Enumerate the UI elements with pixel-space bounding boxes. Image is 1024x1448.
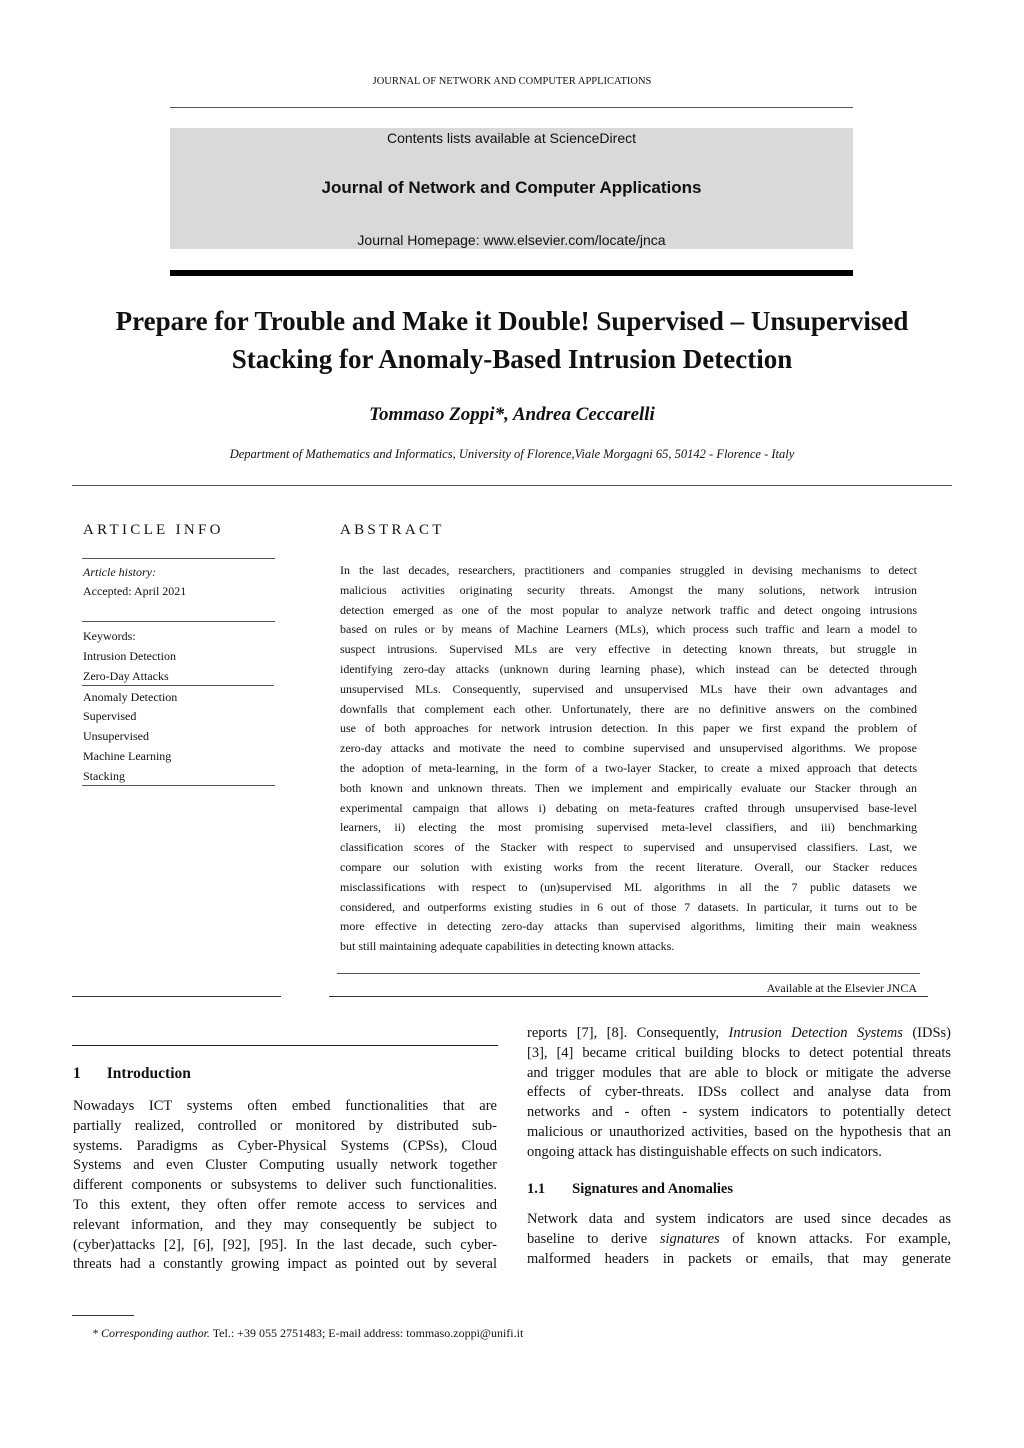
text-line: ongoing attack has distinguishable effects on such indicators. [527, 1143, 882, 1160]
text-line: and trigger modules that are able to block or mitigate the adverse [527, 1064, 951, 1081]
text-line: malicious or unauthorized activities, based on the hypothesis that an [527, 1123, 951, 1140]
divider [337, 973, 920, 974]
text-line: effects of cyber-threats. IDSs collect and analyse data from [527, 1084, 951, 1101]
text-line: threats had a constantly growing impact as pointed out by several [73, 1256, 497, 1273]
text-line: To this extent, they often offer remote access to services and [73, 1196, 497, 1213]
text-line: malformed headers in packets or emails, that may generate [527, 1250, 951, 1267]
text-line: In the last decades, researchers, practitioners and companies struggled in devising mechanisms to detect [340, 563, 917, 577]
text-line: learners, ii) electing the most promising supervised meta-level classifiers, and iii) benchmarking [340, 820, 917, 835]
text-line: Systems and even Cluster Computing usually network together [73, 1157, 497, 1174]
keywords [83, 627, 274, 787]
text-line: baseline to derive signatures of known attacks. For example, [527, 1230, 951, 1247]
text-line: different components or subsystems to deliver such functionalities. [73, 1177, 497, 1194]
keyword: Supervised [83, 709, 137, 724]
abstract-heading: ABSTRACT [340, 522, 445, 538]
section-heading [73, 1065, 191, 1083]
text-line: use of both approaches for network intrusion detection. In this paper we first expand the problem of [340, 721, 917, 736]
text-line: (cyber)attacks [2], [6], [92], [95]. In the last decade, such cyber- [73, 1236, 497, 1253]
keywords-label: Keywords: [83, 629, 136, 643]
text-line: Nowadays ICT systems often embed functionalities that are [73, 1098, 497, 1114]
section-title: Introduction [106, 1065, 191, 1082]
text-line: [3], [4] became critical building blocks to detect potential threats [527, 1044, 951, 1061]
subsection-heading [527, 1181, 733, 1198]
divider [72, 996, 281, 997]
availability-note: Available at the Elsevier JNCA [766, 981, 917, 995]
text-line: Network data and system indicators are used since decades as [527, 1211, 951, 1227]
journal-homepage[interactable]: Journal Homepage: www.elsevier.com/locate/jnca [357, 232, 666, 248]
journal-name: Journal of Network and Computer Applications [321, 178, 702, 197]
divider [72, 1045, 498, 1046]
text-line: classification scores of the Stacker with respect to supervised and unsupervised classifiers. Last, we [340, 840, 917, 855]
text-line: relevant information, and they may consequently be subject to [73, 1216, 497, 1233]
title-line: Stacking for Anomaly-Based Intrusion Detection [231, 344, 793, 374]
text-line: reports [7], [8]. Consequently, Intrusion Detection Systems (IDSs) [527, 1025, 951, 1041]
text-line: based on rules or by means of Machine Learners (MLs), which process such traffic and learn a model to [340, 622, 917, 637]
text-line: zero-day attacks and motivate the need to combine supervised and unsupervised algorithms. We propose [340, 741, 917, 756]
text-line: compare our solution with existing works from the recent literature. Overall, our Stacker reduces [340, 859, 917, 874]
keyword: Machine Learning [83, 748, 172, 763]
title-line: Prepare for Trouble and Make it Double! Supervised – Unsupervised [115, 306, 909, 336]
text-line: systems. Paradigms as Cyber-Physical Systems (CPSs), Cloud [73, 1137, 497, 1154]
subsection-number: 1.1 [527, 1181, 546, 1197]
intro-body [73, 1097, 497, 1275]
keyword: Intrusion Detection [83, 648, 176, 663]
footnote-divider [72, 1315, 134, 1316]
text-line: downfalls that complement each other. Unfortunately, there are no definitive answers on the combined [340, 701, 917, 716]
text-line: experimental campaign that allows i) debating on meta-features crafted through unsupervised base-level [340, 800, 917, 815]
divider [170, 107, 853, 108]
divider [82, 558, 275, 559]
text-line: considered, and outperforms existing studies in 6 out of those 7 datasets. In particular, it turns out to be [340, 899, 917, 914]
text-line: detection emerged as one of the most popular to analyze network traffic and detect ongoing intrusions [340, 602, 917, 617]
paper-title [0, 302, 1024, 378]
keyword: Unsupervised [83, 729, 149, 744]
section-number: 1 [73, 1065, 81, 1082]
contents-text: Contents lists available at ScienceDirect [386, 130, 636, 146]
right-column-body [527, 1024, 951, 1163]
text-line: partially realized, controlled or monitored by distributed sub- [73, 1117, 497, 1134]
history-label: Article history: [83, 565, 156, 579]
abstract-body [340, 561, 917, 957]
running-header: JOURNAL OF NETWORK AND COMPUTER APPLICATIONS [372, 76, 652, 87]
divider [82, 621, 275, 622]
text-line: but still maintaining adequate capabilities in detecting known attacks. [340, 939, 675, 954]
text-line: unsupervised MLs. Consequently, supervised and unsupervised MLs have their own advantages and [340, 681, 917, 696]
keyword: Anomaly Detection [83, 689, 178, 704]
divider [329, 996, 928, 997]
article-info-heading: ARTICLE INFO [83, 522, 224, 538]
subsection-body [527, 1210, 951, 1269]
divider [72, 485, 952, 486]
text-line: suspect intrusions. Supervised MLs are very effective in detecting known threats, but struggle in [340, 642, 917, 657]
footnote-text[interactable]: Tel.: +39 055 2751483; E-mail address: tommaso.zoppi@unifi.it [209, 1326, 524, 1340]
keyword: Stacking [83, 768, 125, 783]
accepted-date: Accepted: April 2021 [83, 584, 187, 598]
subsection-title: Signatures and Anomalies [572, 1181, 734, 1197]
keyword: Zero-Day Attacks [82, 667, 274, 686]
text-line: more effective in detecting zero-day attacks than supervised algorithms, limiting their main weakness [340, 919, 917, 934]
authors: Tommaso Zoppi*, Andrea Ceccarelli [369, 404, 655, 425]
footnote [92, 1326, 523, 1341]
text-line: malicious activities originating security threats. Amongst the many solutions, network intrusion [340, 582, 917, 597]
footnote-label: * Corresponding author. [92, 1326, 210, 1340]
text-line: identifying zero-day attacks (unknown during learning phase), which instead can be detected through [340, 661, 917, 676]
text-line: networks and - often - system indicators to potentially detect [527, 1104, 951, 1121]
text-line: the adoption of meta-learning, in the form of a two-layer Stacker, to create a mixed approach that detects [340, 760, 917, 775]
journal-banner [170, 128, 853, 249]
text-line: both known and unknown threats. Then we implement and empirically evaluate our Stacker through an [340, 780, 917, 795]
affiliation: Department of Mathematics and Informatics, University of Florence,Viale Morgagni 65, 50142 - Florence - Italy [229, 447, 795, 461]
black-bar [170, 270, 853, 276]
text-line: misclassifications with respect to (un)supervised ML algorithms in all the 7 public datasets we [340, 879, 917, 894]
divider [82, 785, 275, 786]
